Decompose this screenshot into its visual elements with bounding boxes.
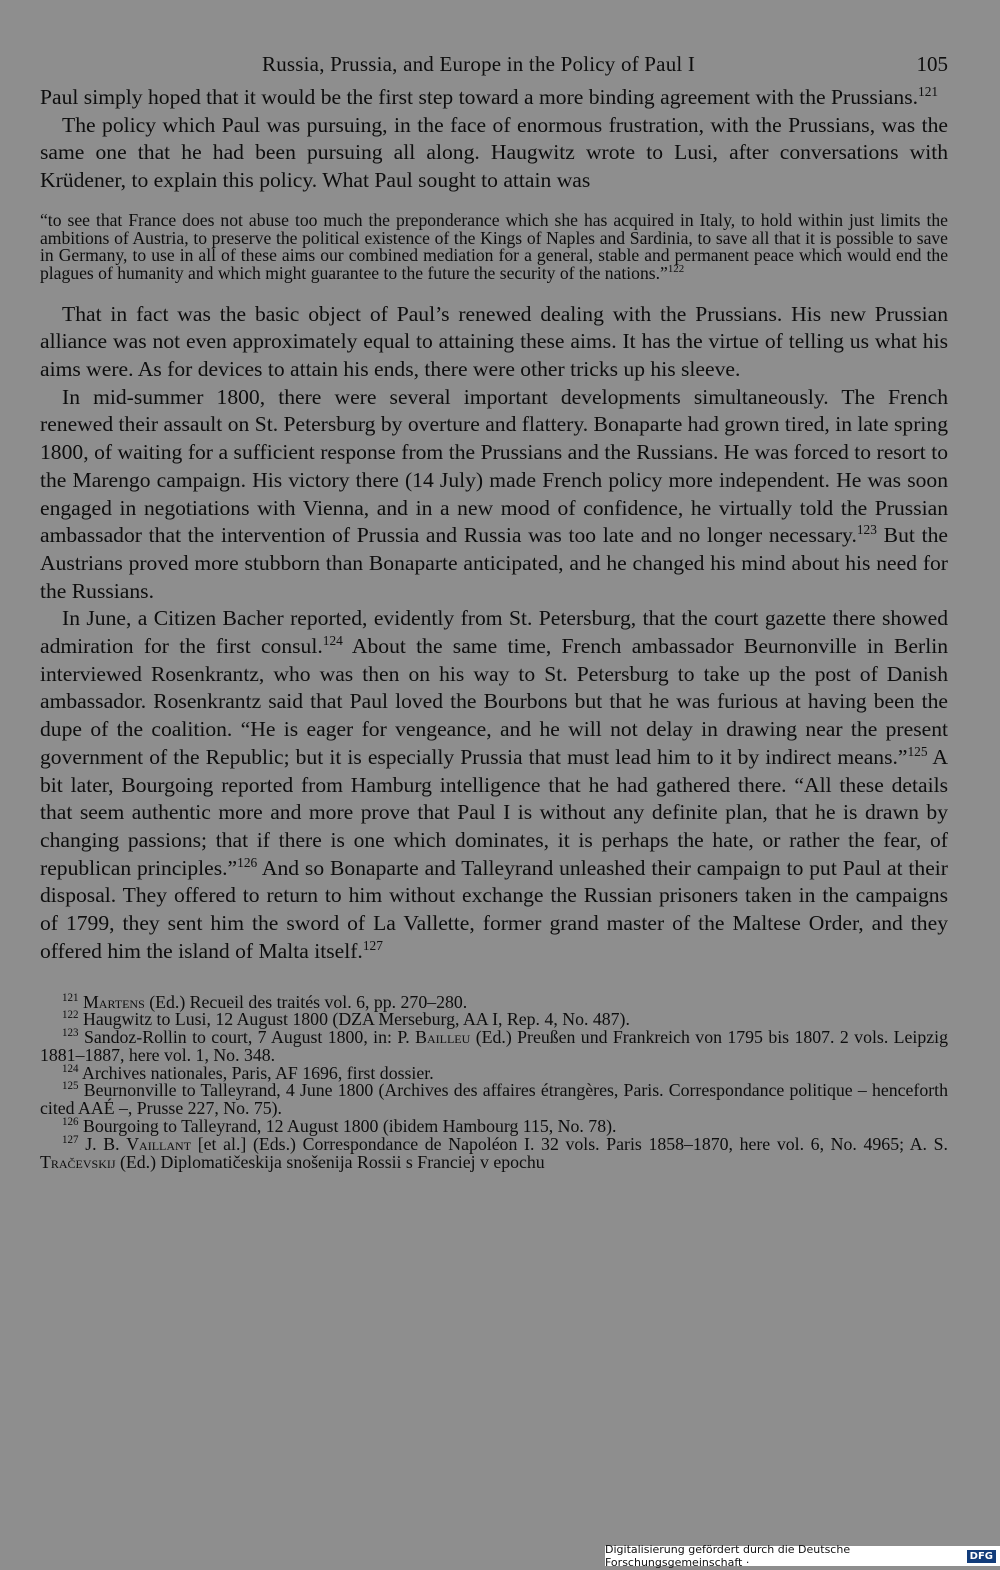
paragraph-5: In June, a Citizen Bacher reported, evidently from St. Petersburg, that the court gazette there showed admiration for the first consul.$^{124}$ About the same time, French ambassador Beurnonville in Berlin interviewed Rosenkrantz, who was then on his way to St. Petersburg to take up the post of Danish ambassador. Rosenkrantz said that Paul loved the Bourbons but that he was furious at having been the dupe of the coalition. “He is eager for vengeance, and he will not delay in drawing near the present government of the Republic; but it is especially Prussia that must lead him to it by indirect means.”$^{125}$ A bit later, Bourgoing reported from Hamburg intelligence that he had gathered there. “All these details that seem authentic more and more prove that Paul I is without any definite plan, that he is drawn by changing passions; that if there is one which dominates, it is perhaps the hate, or rather the fear, of republican principles.”$^{126}$ And so Bonaparte and Talleyrand unleashed their campaign to put Paul at their disposal. They offered to return to him without exchange the Russian prisoners taken in the campaigns of 1799, they sent him the sword of La Vallette, former grand master of the Maltese Order, and they offered him the island of Malta itself.$^{127}$ — [40, 606, 948, 963]
paragraph-2: The policy which Paul was pursuing, in the face of enormous frustration, with the Prussians, was the same one that he had been pursuing all along. Haugwitz wrote to Lusi, after conversations with Krüdener, to explain this policy. What Paul sought to attain was — [40, 112, 948, 193]
footnote-ref: 125 — [907, 743, 928, 759]
block-quote: “to see that France does not abuse too much the preponderance which she has acquired in Italy, to hold within just limits the ambitions of Austria, to preserve the political existence of the Kings of Naples and Sardinia, to save all that it is possible to save in Germany, to use in all of these aims our combined mediation for a general, stable and permanent peace which would end the plagues of humanity and which might guarantee to the future the security of the nations.”$^{122}$ — [40, 209, 948, 283]
footnote-ref: 122 — [667, 263, 685, 276]
footnote-ref: 123 — [856, 522, 877, 538]
footnote-126: $^{126}$ Bourgoing to Talleyrand, 12 August 1800 (ibidem Hambourg 115, No. 78). — [62, 1116, 617, 1137]
paragraph-4: In mid-summer 1800, there were several important developments simultaneously. The French renewed their assault on St. Petersburg by overture and flattery. Bonaparte had grown tired, in late spring 1800, of waiting for a sufficient response from the Prussians and the Russians. He was forced to resort to the Marengo campaign. His victory there (14 July) made French policy more independent. He was soon engaged in negotiations with Vienna, and in a new mood of confidence, he virtually told the Prussian ambassador that the intervention of Prussia and Russia was too late and no longer necessary.$^{123}$ But the Austrians proved more stubborn than Bonaparte anticipated, and he changed his mind about his need for the Russians. — [40, 384, 948, 603]
body-text — [40, 84, 948, 195]
footnote-123: $^{123}$ Sandoz-Rollin to court, 7 August 1800, in: P. Bailleu (Ed.) Preußen und Frankreich von 1795 bis 1807. 2 vols. Leipzig 1881–1887, here vol. 1, No. 348. — [40, 1027, 948, 1065]
footnote-ref: 124 — [322, 632, 343, 648]
page-number: 105 — [916, 52, 948, 76]
footnote-125: $^{125}$ Beurnonville to Talleyrand, 4 June 1800 (Archives des affaires étrangères, Paris. Correspondance politique – henceforth cited AAÉ –, Prusse 227, No. 75). — [40, 1080, 948, 1119]
page-header — [40, 52, 948, 84]
paragraph-1: Paul simply hoped that it would be the first step toward a more binding agreement with the Prussians.$^{121}$ — [40, 83, 939, 109]
footnote-124: $^{124}$ Archives nationales, Paris, AF 1696, first dossier. — [62, 1062, 434, 1083]
footnotes — [40, 991, 948, 1172]
book-page — [40, 52, 948, 1171]
digitization-credit-bar — [605, 1543, 1000, 1569]
paragraph-3: That in fact was the basic object of Paul’s renewed dealing with the Prussians. His new Prussian alliance was not even approximately equal to attaining these aims. It has the virtue of telling us what his aims were. As for devices to attain his ends, there were other tricks up his sleeve. — [40, 301, 948, 382]
footnote-122: $^{122}$ Haugwitz to Lusi, 12 August 1800 (DZA Merseburg, AA I, Rep. 4, No. 487). — [62, 1009, 630, 1030]
footnote-ref: 127 — [362, 937, 383, 953]
running-title: Russia, Prussia, and Europe in the Policy of Paul I — [262, 52, 696, 76]
footnote-121: $^{121}$ Martens (Ed.) Recueil des traités vol. 6, pp. 270–280. — [62, 991, 468, 1012]
footnote-ref: 126 — [237, 854, 258, 870]
digitization-credit: Digitalisierung gefördert durch die Deutsche Forschungsgemeinschaft · — [605, 1543, 851, 1569]
footnote-127: $^{127}$ J. B. Vaillant [et al.] (Eds.) Correspondance de Napoléon I. 32 vols. Paris 1858–1870, here vol. 6, No. 4965; A. S. Tračevskij (Ed.) Diplomatičeskija snošenija Rossii s Franciej v epochu — [40, 1133, 948, 1172]
footnote-ref: 121 — [918, 83, 939, 99]
dfg-logo: DFG — [967, 1550, 996, 1563]
body-text-continued — [40, 301, 948, 966]
